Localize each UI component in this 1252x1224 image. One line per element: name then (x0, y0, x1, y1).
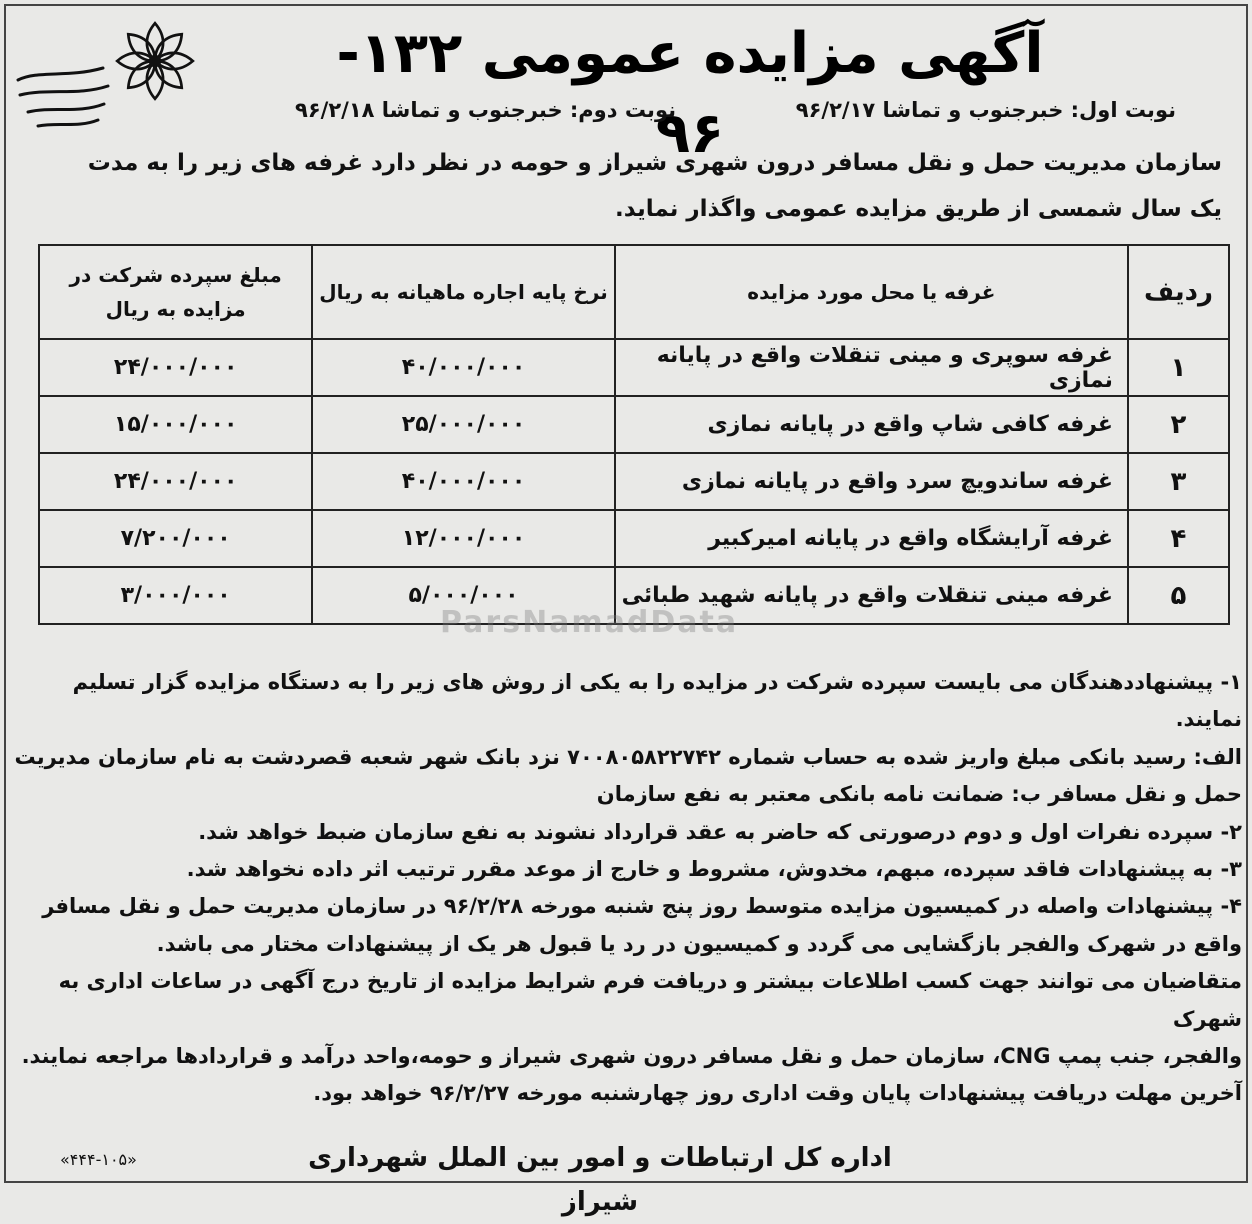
booth-name: غرفه آرایشگاه واقع در پایانه امیرکبیر (615, 510, 1128, 567)
shiraz-municipality-logo-icon (110, 16, 200, 106)
note-2: والفجر، جنب پمپ CNG، سازمان حمل و نقل مسافر درون شهری شیراز و حومه،واحد درآمد و قراردادها مراجعه نمایند. (21, 1044, 1242, 1069)
notice-code: «۴۴۴-۱۰۵» (60, 1150, 137, 1169)
note-3: آخرین مهلت دریافت پیشنهادات پایان وقت اداری روز چهارشنبه مورخه ۹۶/۲/۲۷ خواهد بود. (313, 1081, 1242, 1106)
note-1: متقاضیان می توانند جهت کسب اطلاعات بیشتر و دریافت فرم شرایط مزایده از تاریخ درج آگهی در ساعات اداری به شهرک (58, 969, 1242, 1031)
term-1a: الف: رسید بانکی مبلغ واریز شده به حساب شماره ۷۰۰۸۰۵۸۲۲۷۴۲ نزد بانک شهر شعبه قصردشت به نام سازمان مدیریت (14, 744, 1242, 769)
monthly-rent: ۱۲/۰۰۰/۰۰۰ (312, 510, 614, 567)
row-number: ۵ (1128, 567, 1229, 624)
auction-table (38, 244, 1230, 625)
header-rent: نرخ پایه اجاره ماهیانه به ریال (312, 245, 614, 339)
table-row (39, 396, 1229, 453)
term-2: ۲- سپرده نفرات اول و دوم درصورتی که حاضر به عقد قرارداد نشوند به نفع سازمان ضبط خواهد شد. (198, 819, 1242, 844)
watermark: ParsNamadData (440, 605, 739, 640)
intro-line: یک سال شمسی از طریق مزایده عمومی واگذار نماید. (615, 196, 1222, 222)
terms-section (10, 664, 1242, 1113)
booth-name: غرفه مینی تنقلات واقع در پایانه شهید طبائی (615, 567, 1128, 624)
deposit-amount: ۷/۲۰۰/۰۰۰ (39, 510, 312, 567)
logo-calligraphy (8, 60, 118, 140)
booth-name: غرفه ساندویچ سرد واقع در پایانه نمازی (615, 453, 1128, 510)
table-row (39, 510, 1229, 567)
monthly-rent: ۵/۰۰۰/۰۰۰ (312, 567, 614, 624)
header-deposit: مبلغ سپرده شرکت در مزایده به ریال (39, 245, 312, 339)
deposit-amount: ۱۵/۰۰۰/۰۰۰ (39, 396, 312, 453)
table-header-row (39, 245, 1229, 339)
deposit-amount: ۳/۰۰۰/۰۰۰ (39, 567, 312, 624)
booth-name: غرفه سوپری و مینی تنقلات واقع در پایانه نمازی (615, 339, 1128, 396)
table-row (39, 339, 1229, 396)
booth-name: غرفه کافی شاپ واقع در پایانه نمازی (615, 396, 1128, 453)
row-number: ۳ (1128, 453, 1229, 510)
row-number: ۲ (1128, 396, 1229, 453)
term-4b: واقع در شهرک والفجر بازگشایی می گردد و کمیسیون در رد یا قبول هر یک از پیشنهادات مختار می باشد. (156, 931, 1242, 956)
monthly-rent: ۴۰/۰۰۰/۰۰۰ (312, 339, 614, 396)
deposit-amount: ۲۴/۰۰۰/۰۰۰ (39, 339, 312, 396)
table-row (39, 453, 1229, 510)
monthly-rent: ۴۰/۰۰۰/۰۰۰ (312, 453, 614, 510)
row-number: ۴ (1128, 510, 1229, 567)
notice-title: آگهی مزایده عمومی ۱۳۲- ۹۶ (336, 21, 1044, 166)
header-row-no: ردیف (1128, 245, 1229, 339)
intro-line: سازمان مدیریت حمل و نقل مسافر درون شهری شیراز و حومه در نظر دارد غرفه های زیر را به مدت (87, 150, 1222, 176)
issuing-office: اداره کل ارتباطات و امور بین الملل شهرداری شیراز (308, 1143, 892, 1217)
term-4a: ۴- پیشنهادات واصله در کمیسیون مزایده متوسط روز پنج شنبه مورخه ۹۶/۲/۲۸ در سازمان مدیریت حمل و نقل مسافر (42, 894, 1242, 919)
header-booth: غرفه یا محل مورد مزایده (615, 245, 1128, 339)
intro-text (22, 140, 1222, 232)
term-1b: حمل و نقل مسافر ب: ضمانت نامه بانکی معتبر به نفع سازمان (596, 782, 1242, 807)
term-3: ۳- به پیشنهادات فاقد سپرده، مبهم، مخدوش، مشروط و خارج از موعد مقرر ترتیب اثر داده نخواهد شد. (186, 857, 1242, 882)
first-publication: نوبت اول: خبرجنوب و تماشا ۹۶/۲/۱۷ (795, 98, 1176, 122)
deposit-amount: ۲۴/۰۰۰/۰۰۰ (39, 453, 312, 510)
term-1: ۱- پیشنهاددهندگان می بایست سپرده شرکت در مزایده را به یکی از روش های زیر را به دستگاه مزایده گزار تسلیم نمایند. (72, 670, 1242, 732)
monthly-rent: ۲۵/۰۰۰/۰۰۰ (312, 396, 614, 453)
second-publication: نوبت دوم: خبرجنوب و تماشا ۹۶/۲/۱۸ (295, 98, 676, 122)
row-number: ۱ (1128, 339, 1229, 396)
